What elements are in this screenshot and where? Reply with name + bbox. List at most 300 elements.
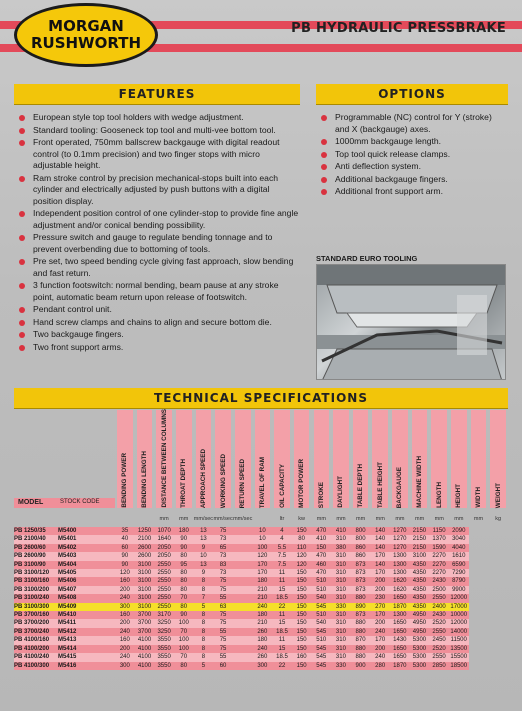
spec-cell: 240 [115, 653, 135, 661]
spec-cell: 4350 [410, 594, 430, 602]
spec-cell: 55 [213, 653, 233, 661]
spec-column-header [392, 410, 408, 508]
spec-cell: 4350 [410, 569, 430, 577]
spec-cell: 18.5 [272, 653, 292, 661]
spec-cell: 8 [194, 619, 214, 627]
spec-cell: 170 [370, 552, 390, 560]
spec-cell: 4950 [410, 619, 430, 627]
spec-cell: 2050 [154, 544, 174, 552]
spec-column-header-label: WEIGHT [494, 482, 502, 508]
model-cell: PB 3100/300 [14, 603, 58, 611]
stock-code-cell: M5411 [58, 619, 115, 627]
spec-column-header [471, 410, 487, 508]
spec-cell: 8 [194, 577, 214, 585]
spec-cell: 140 [370, 561, 390, 569]
spec-column-header-label: TABLE HEIGHT [376, 461, 384, 508]
spec-cell: 150 [292, 569, 312, 577]
spec-cell: 260 [253, 653, 273, 661]
spec-cell: 150 [292, 645, 312, 653]
spec-cell: 2090 [449, 527, 469, 535]
spec-cell: 873 [351, 611, 371, 619]
spec-cell: 1250 [135, 527, 155, 535]
spec-row [14, 662, 508, 670]
options-item: Additional backgauge fingers. [320, 174, 508, 186]
spec-cell: 330 [331, 662, 351, 670]
spec-cell: 150 [292, 662, 312, 670]
spec-unit: mm [159, 516, 169, 522]
spec-cell: 4350 [410, 603, 430, 611]
spec-cell: 545 [311, 653, 331, 661]
spec-cell: 3100 [135, 569, 155, 577]
spec-cell: 3100 [135, 561, 155, 569]
model-cell: PB 2600/90 [14, 552, 58, 560]
spec-column-header-label: BENDING POWER [121, 453, 129, 508]
features-item: Two backgauge fingers. [18, 329, 300, 341]
spec-row [14, 577, 508, 585]
spec-row [14, 611, 508, 619]
spec-cell: 22 [272, 662, 292, 670]
spec-cell: 90 [174, 535, 194, 543]
spec-cell: 1270 [390, 544, 410, 552]
spec-cell: 11 [272, 611, 292, 619]
options-list [320, 112, 508, 199]
spec-cell: 1300 [390, 611, 410, 619]
spec-cell: 260 [253, 628, 273, 636]
spec-cell: 2550 [429, 628, 449, 636]
features-heading [14, 84, 300, 104]
spec-cell: 3250 [154, 628, 174, 636]
spec-cell: 200 [370, 577, 390, 585]
spec-cell: 330 [331, 603, 351, 611]
spec-cell: 3550 [154, 636, 174, 644]
spec-cell: 860 [351, 544, 371, 552]
spec-cell: 873 [351, 577, 371, 585]
spec-cell: 1620 [390, 586, 410, 594]
spec-cell: 1650 [390, 645, 410, 653]
spec-unit: mm [356, 516, 366, 522]
spec-unit: mm [473, 516, 484, 522]
spec-column-header-label: BENDING LENGTH [140, 451, 148, 508]
spec-row [14, 636, 508, 644]
spec-cell: 18.5 [272, 628, 292, 636]
spec-cell: 11 [272, 636, 292, 644]
spec-cell: 3700 [135, 619, 155, 627]
spec-cell: 73 [213, 552, 233, 560]
stock-code-cell: M5415 [58, 653, 115, 661]
spec-cell: 120 [292, 561, 312, 569]
spec-cell: 310 [331, 645, 351, 653]
spec-cell: 470 [311, 552, 331, 560]
spec-cell: 150 [292, 619, 312, 627]
spec-cell [233, 611, 253, 619]
spec-cell: 200 [370, 586, 390, 594]
spec-cell: 10 [253, 535, 273, 543]
options-item: 1000mm backgauge length. [320, 136, 508, 148]
spec-cell: 60 [213, 662, 233, 670]
spec-cell: 8 [194, 628, 214, 636]
spec-column-header-label: THROAT DEPTH [180, 459, 188, 508]
spec-column-header [451, 410, 467, 508]
spec-cell: 470 [311, 569, 331, 577]
spec-cell: 12000 [450, 595, 468, 602]
spec-cell: 2270 [429, 552, 449, 560]
spec-row [14, 586, 508, 594]
spec-cell: 170 [253, 569, 273, 577]
spec-cell: 180 [253, 611, 273, 619]
spec-cell: 410 [311, 535, 331, 543]
spec-row [14, 535, 508, 543]
spec-cell: 120 [115, 569, 135, 577]
spec-cell: 880 [351, 619, 371, 627]
units-row [14, 516, 508, 526]
spec-column-header-label: MACHINE WIDTH [416, 456, 424, 508]
spec-cell [233, 527, 253, 535]
spec-cell: 8 [194, 611, 214, 619]
spec-cell: 873 [351, 569, 371, 577]
spec-cell: 13500 [450, 645, 468, 652]
spec-cell: 80 [174, 603, 194, 611]
spec-column-header [372, 410, 388, 508]
spec-cell: 170 [370, 611, 390, 619]
spec-cell: 310 [331, 586, 351, 594]
spec-cell: 140 [370, 544, 390, 552]
spec-cell: 140 [370, 527, 390, 535]
stock-code-cell: M5401 [58, 535, 115, 543]
stock-code-cell: M5416 [58, 662, 115, 670]
spec-row [14, 561, 508, 569]
spec-cell: 65 [213, 544, 233, 552]
model-cell: PB 3100/120 [14, 569, 58, 577]
spec-cell: 800 [351, 535, 371, 543]
spec-cell: 7290 [449, 569, 469, 577]
model-cell: PB 2100/40 [14, 535, 58, 543]
spec-row [14, 653, 508, 661]
stock-code-cell: M5414 [58, 645, 115, 653]
features-item: Front operated, 750mm ballscrew backgauge with digital readout control (to 0.1mm precision) and two finger stops with micro adjustable height. [18, 137, 300, 172]
spec-cell: 1300 [390, 569, 410, 577]
spec-row [14, 645, 508, 653]
spec-cell: 150 [292, 577, 312, 585]
spec-cell: 240 [370, 628, 390, 636]
spec-cell: 75 [213, 636, 233, 644]
model-cell: PB 3700/240 [14, 628, 58, 636]
spec-cell: 170 [253, 561, 273, 569]
spec-cell: 310 [331, 561, 351, 569]
spec-cell: 2550 [154, 561, 174, 569]
tooling-caption: STANDARD EURO TOOLING [316, 254, 418, 263]
model-label: MODEL [18, 499, 44, 506]
spec-cell: 80 [174, 662, 194, 670]
spec-cell: 4 [272, 535, 292, 543]
spec-cell: 150 [292, 594, 312, 602]
options-item: Additional front support arm. [320, 186, 508, 198]
spec-cell: 2430 [429, 611, 449, 619]
model-cell: PB 3100/200 [14, 586, 58, 594]
spec-cell: 5 [194, 662, 214, 670]
spec-cell: 2050 [154, 552, 174, 560]
spec-cell: 1650 [390, 619, 410, 627]
spec-unit: mm [316, 516, 326, 522]
spec-cell: 8 [194, 653, 214, 661]
spec-cell: 6590 [449, 561, 469, 569]
spec-cell: 120 [292, 552, 312, 560]
spec-cell: 310 [331, 636, 351, 644]
spec-cell: 300 [115, 662, 135, 670]
features-item: Independent position control of one cylinder-stop to provide fine angle adjustment and/or conical bending possibility. [18, 208, 300, 231]
spec-column-header-label: RETURN SPEED [239, 458, 247, 508]
spec-cell: 90 [115, 561, 135, 569]
spec-unit: mm [395, 516, 405, 522]
spec-cell: 180 [253, 636, 273, 644]
spec-row [14, 603, 508, 611]
spec-cell: 1650 [390, 653, 410, 661]
spec-cell: 2600 [135, 552, 155, 560]
spec-cell: 2600 [135, 544, 155, 552]
spec-cell: 35 [115, 527, 135, 535]
spec-cell: 200 [370, 619, 390, 627]
spec-cell: 4040 [449, 544, 469, 552]
spec-cell: 75 [213, 611, 233, 619]
spec-cell: 2550 [429, 653, 449, 661]
spec-column-header-label: DISTANCE BETWEEN COLUMNS [160, 409, 168, 508]
spec-cell: 4350 [410, 561, 430, 569]
spec-cell: 200 [115, 586, 135, 594]
spec-column-header-label: APPROACH SPEED [199, 448, 207, 508]
spec-cell: 880 [351, 653, 371, 661]
spec-cell: 510 [311, 577, 331, 585]
spec-cell: 873 [351, 561, 371, 569]
stock-code-cell: M5402 [58, 544, 115, 552]
options-item: Anti deflection system. [320, 161, 508, 173]
spec-row [14, 544, 508, 552]
spec-cell: 880 [351, 628, 371, 636]
spec-cell: 873 [351, 586, 371, 594]
spec-unit: mm/sec [233, 516, 253, 522]
spec-cell: 310 [331, 619, 351, 627]
spec-cell: 240 [115, 628, 135, 636]
spec-cell: 15 [272, 619, 292, 627]
spec-cell: 5 [194, 603, 214, 611]
logo-line-2: RUSHWORTH [30, 34, 142, 52]
spec-row [14, 569, 508, 577]
spec-column-header [353, 410, 369, 508]
spec-cell: 150 [292, 586, 312, 594]
spec-cell [233, 577, 253, 585]
specs-heading-text: TECHNICAL SPECIFICATIONS [154, 391, 368, 405]
spec-cell: 545 [311, 628, 331, 636]
spec-cell: 200 [115, 619, 135, 627]
spec-cell: 3250 [154, 619, 174, 627]
spec-cell: 1270 [390, 527, 410, 535]
spec-cell: 200 [370, 645, 390, 653]
spec-cell: 83 [213, 561, 233, 569]
spec-cell: 4100 [135, 645, 155, 653]
spec-cell: 5300 [410, 653, 430, 661]
spec-cell: 3170 [154, 611, 174, 619]
spec-cell [233, 544, 253, 552]
spec-cell: 410 [331, 527, 351, 535]
spec-cell: 3550 [154, 653, 174, 661]
spec-cell [233, 552, 253, 560]
spec-cell: 73 [213, 535, 233, 543]
spec-cell: 75 [213, 619, 233, 627]
spec-cell: 80 [174, 569, 194, 577]
company-logo [14, 3, 158, 67]
spec-unit: mm/sec [213, 516, 233, 522]
spec-cell: 180 [174, 527, 194, 535]
spec-cell: 1150 [429, 527, 449, 535]
spec-cell: 900 [351, 662, 371, 670]
spec-cell: 2150 [410, 535, 430, 543]
spec-cell: 280 [370, 662, 390, 670]
features-heading-text: FEATURES [118, 87, 196, 101]
spec-cell: 2550 [154, 594, 174, 602]
spec-cell: 2520 [429, 645, 449, 653]
spec-cell: 2550 [154, 603, 174, 611]
spec-cell: 4350 [410, 586, 430, 594]
model-cell: PB 3100/240 [14, 594, 58, 602]
spec-unit: mm [179, 516, 189, 522]
specs-table [14, 527, 508, 670]
spec-cell: 60 [115, 544, 135, 552]
spec-column-header-label: BACKGAUGE [396, 466, 404, 508]
spec-column-header-label: WIDTH [475, 487, 482, 508]
specs-heading [14, 388, 508, 408]
spec-cell: 510 [311, 611, 331, 619]
spec-unit: kg [495, 516, 502, 522]
spec-cell [233, 535, 253, 543]
spec-cell: 2850 [429, 662, 449, 670]
spec-cell: 55 [213, 628, 233, 636]
spec-unit: mm [336, 516, 346, 522]
spec-column-header [255, 410, 271, 508]
spec-cell: 150 [311, 544, 331, 552]
spec-cell: 9 [194, 569, 214, 577]
spec-cell: 8 [194, 636, 214, 644]
spec-column-header-label: TRAVEL OF RAM [258, 456, 266, 508]
spec-cell: 2270 [429, 569, 449, 577]
spec-cell: 4100 [135, 636, 155, 644]
spec-cell: 2150 [410, 544, 430, 552]
tooling-photo [316, 264, 506, 380]
spec-cell: 15 [272, 586, 292, 594]
spec-cell: 300 [115, 603, 135, 611]
spec-cell: 2100 [135, 535, 155, 543]
model-cell: PB 3100/90 [14, 561, 58, 569]
spec-row [14, 552, 508, 560]
stock-code-cell: M5407 [58, 586, 115, 594]
spec-cell: 3550 [154, 645, 174, 653]
spec-cell: 3100 [135, 594, 155, 602]
spec-cell: 80 [174, 552, 194, 560]
spec-cell: 4350 [410, 577, 430, 585]
spec-column-header-label: LENGTH [435, 482, 443, 508]
spec-cell: 120 [253, 552, 273, 560]
spec-cell: 95 [174, 561, 194, 569]
spec-column-header-label: HEIGHT [455, 484, 463, 508]
stock-code-cell: M5406 [58, 577, 115, 585]
spec-cell: 1270 [390, 535, 410, 543]
spec-cell: 2270 [429, 561, 449, 569]
spec-cell: 55 [213, 594, 233, 602]
spec-cell: 5300 [410, 645, 430, 653]
features-item: European style top tool holders with wedge adjustment. [18, 112, 300, 124]
features-list [18, 112, 300, 354]
spec-cell: 11 [272, 577, 292, 585]
spec-cell: 5300 [410, 636, 430, 644]
spec-cell: 100 [174, 619, 194, 627]
features-item: Pendant control unit. [18, 304, 300, 316]
spec-column-header-label: OIL CAPACITY [278, 464, 286, 508]
spec-row [14, 527, 508, 535]
stock-code-cell: M5410 [58, 611, 115, 619]
spec-cell: 170 [370, 636, 390, 644]
spec-cell: 2400 [429, 603, 449, 611]
features-item: Two front support arms. [18, 342, 300, 354]
spec-unit: mm [375, 516, 385, 522]
spec-cell: 240 [370, 653, 390, 661]
spec-cell: 4950 [410, 611, 430, 619]
spec-column-header [137, 410, 153, 508]
spec-cell: 240 [253, 603, 273, 611]
spec-cell: 1870 [390, 662, 410, 670]
logo-line-1: MORGAN [48, 17, 124, 35]
spec-cell: 8 [194, 645, 214, 653]
spec-column-header [215, 410, 231, 508]
spec-cell [233, 603, 253, 611]
spec-cell: 870 [351, 636, 371, 644]
spec-cell: 1370 [429, 535, 449, 543]
spec-cell: 2500 [429, 586, 449, 594]
spec-cell: 800 [351, 527, 371, 535]
stock-code-cell: M5409 [58, 603, 115, 611]
features-item: Pressure switch and gauge to regulate bending tonnage and to prevent overbending due to bottoming of tools. [18, 232, 300, 255]
features-item: Standard tooling: Gooseneck top tool and multi-vee bottom tool. [18, 125, 300, 137]
spec-cell: 4950 [410, 628, 430, 636]
options-item: Top tool quick release clamps. [320, 149, 508, 161]
spec-cell: 7 [194, 594, 214, 602]
spec-cell [233, 645, 253, 653]
stock-code-cell: M5400 [58, 527, 115, 535]
spec-cell: 110 [292, 544, 312, 552]
spec-cell: 4100 [135, 662, 155, 670]
spec-unit: mm/sec [193, 516, 214, 522]
spec-cell [233, 561, 253, 569]
spec-cell [233, 569, 253, 577]
spec-column-header [156, 410, 172, 508]
spec-cell: 240 [115, 594, 135, 602]
spec-cell: 13 [194, 527, 214, 535]
spec-cell: 18.5 [272, 594, 292, 602]
spec-unit: mm [414, 516, 425, 522]
model-cell: PB 3100/160 [14, 577, 58, 585]
spec-cell [233, 636, 253, 644]
model-cell: PB 4100/240 [14, 653, 58, 661]
model-cell: PB 4100/200 [14, 645, 58, 653]
spec-cell: 880 [351, 594, 371, 602]
spec-cell [233, 594, 253, 602]
spec-cell: 180 [253, 577, 273, 585]
spec-cell: 90 [174, 544, 194, 552]
spec-cell: 1650 [390, 594, 410, 602]
spec-cell: 10 [253, 527, 273, 535]
stock-code-cell: M5408 [58, 594, 115, 602]
spec-cell: 150 [292, 628, 312, 636]
spec-cell: 12000 [450, 620, 468, 627]
spec-cell: 11500 [450, 637, 467, 644]
spec-cell [233, 619, 253, 627]
spec-cell: 890 [351, 603, 371, 611]
